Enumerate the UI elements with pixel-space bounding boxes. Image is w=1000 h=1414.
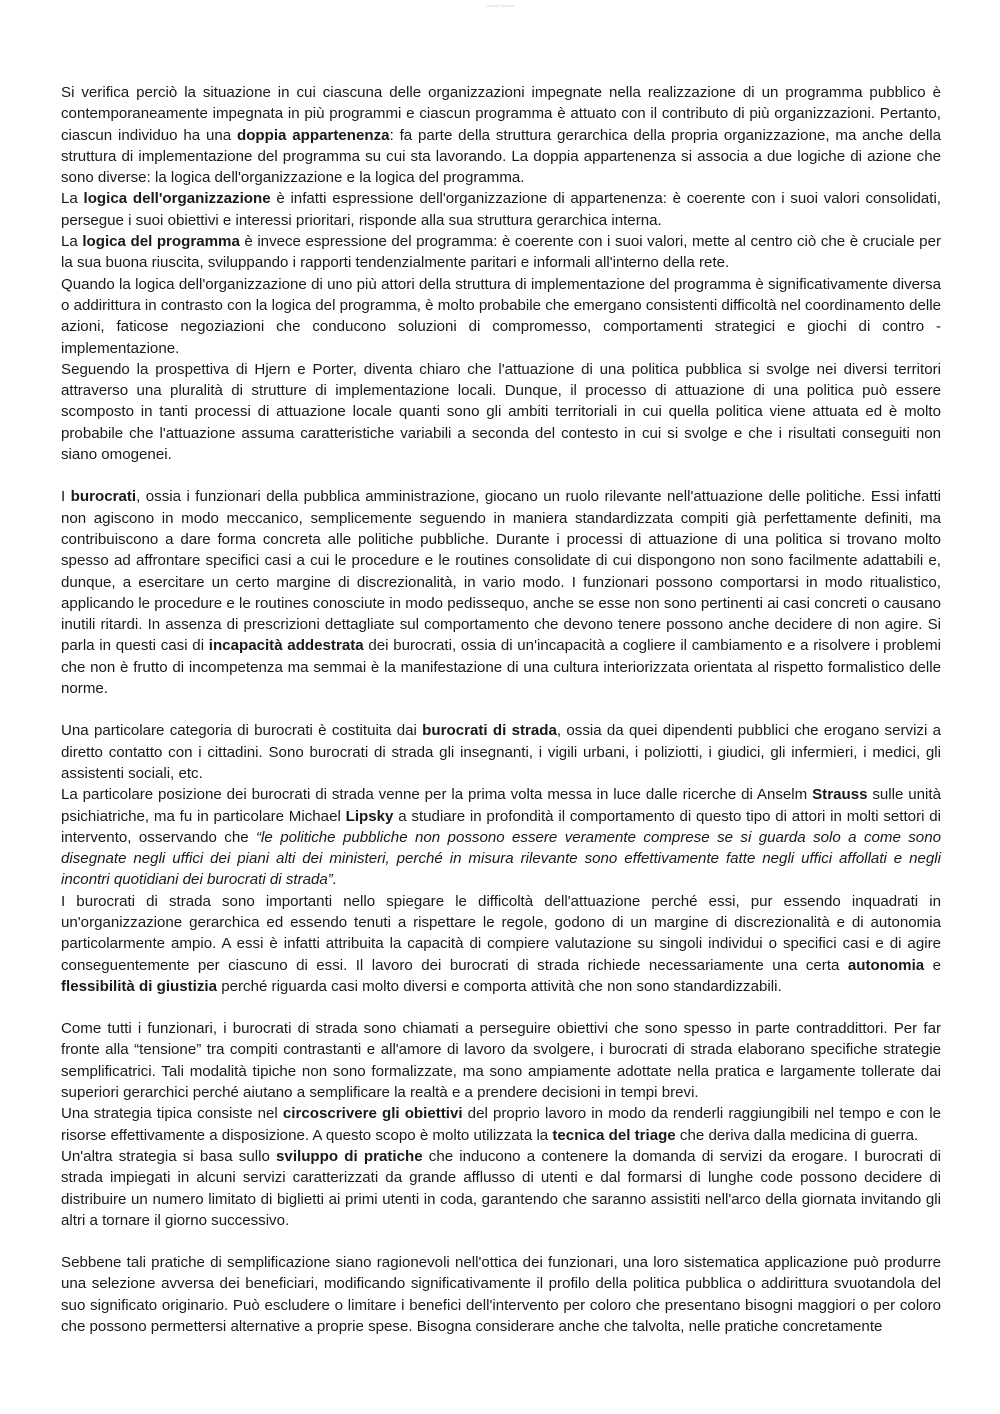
bold-term: logica del programma [82,233,240,251]
paragraph [61,1103,941,1146]
paragraph-text: Una strategia tipica consiste nel [61,1105,283,1123]
paragraph [61,784,941,890]
paragraph-text: Seguendo la prospettiva di Hjern e Porter, diventa chiaro che l'attuazione di una politica pubblica si svolge nei diversi territori attraverso una pluralità di strutture di implementazione locali. Dunque, il processo di attuazione di una politica può essere scomposto in tanti processi di attuazione locale quanti sono gli ambiti territoriali in cui quella politica viene attuata ed è molto probabile che l'attuazione assuma caratteristiche variabili a seconda del contesto in cui si svolge e che i risultati conseguiti non siano omogenei. [61,360,941,464]
paragraph [61,274,941,359]
paragraph-text: Sebbene tali pratiche di semplificazione siano ragionevoli nell'ottica dei funzionari, una loro sistematica applicazione può produrre una selezione avversa dei beneficiari, modificando significativamente il profilo della politica pubblica o addirittura svuotandola del suo significato originario. Può escludere o limitare i benefici dell'intervento per coloro che presentano bisogni maggiori o per coloro che possono permettersi alternative a proprie spese. Bisogna considerare anche che talvolta, nelle pratiche concretamente [61,1254,941,1336]
bold-term: Lipsky [345,807,394,825]
bold-term: Strauss [812,786,868,804]
paragraph-text: , ossia i funzionari della pubblica amministrazione, giocano un ruolo rilevante nell'attuazione delle politiche. Essi infatti non agiscono in modo meccanico, semplicemente seguendo in maniera standardizzata compiti già perfettamente definiti, ma contribuiscono a dare forma concreta alle politiche pubbliche. Durante i processi di attuazione di una politica si trovano molto spesso ad affrontare specifici casi a cui le procedure e le routines consolidate di cui dispongono non sono facilmente adattabili e, dunque, a esercitare un certo margine di discrezionalità, in vario modo. I funzionari possono comportarsi in modo ritualistico, applicando le procedure e le routines conosciute in modo pedissequo, anche se esse non sono pertinenti ai casi concreti o causano inutili ritardi. In assenza di prescrizioni dettagliate sul comportamento che devono tenere possono anche decidere di non agire. Si parla in questi casi di [61,488,941,655]
paragraph-text: del proprio lavoro in modo da renderli raggiungibili nel tempo e con le risorse effettivamente a disposizione. A questo scopo è molto utilizzata la [61,1105,941,1144]
bold-term: sviluppo di pratiche [276,1147,423,1165]
paragraph-text: Un'altra strategia si basa sullo [61,1147,277,1165]
header-watermark: Lorem Ipsum [485,3,515,8]
paragraph-text: è infatti espressione dell'organizzazione di appartenenza: è coerente con i suoi valori consolidati, persegue i suoi obiettivi e interessi prioritari, risponde alla sua struttura gerarchica interna. [61,190,941,229]
paragraph-text: La particolare posizione dei burocrati di strada venne per la prima volta messa in luce dalle ricerche di Anselm [61,786,813,804]
bold-term: burocrati [70,488,137,506]
paragraph-text: dei burocrati, ossia di un'incapacità a cogliere il cambiamento e a risolvere i problemi che non è frutto di incompetenza ma semmai è la manifestazione di una cultura interiorizzata orientata al rispetto formalistico delle norme. [61,637,941,698]
paragraph-text: La [61,190,84,208]
paragraph-text: e [924,956,941,974]
bold-term: doppia appartenenza [236,126,390,144]
paragraph-text: La [61,233,83,251]
paragraph-text: Quando la logica dell'organizzazione di uno più attori della struttura di implementazione del programma è significativamente diversa o addirittura in contrasto con la logica del programma, è molto probabile che emergano consistenti difficoltà nel coordinamento delle azioni, faticose negoziazioni che conducono soluzioni di compromesso, comportamenti strategici e giochi di contro - implementazione. [61,275,941,357]
paragraph [61,359,941,465]
paragraph-text: a studiare in profondità il comportamento di questo tipo di attori in molti settori di intervento, osservando che [61,807,941,846]
italic-quote: “le politiche pubbliche non possono essere veramente comprese se si guarda solo a come sono disegnate negli uffici dei piani alti dei ministeri, perché in misura rilevante sono effettivamente fatte negli uffici affollati e negli incontri quotidiani dei burocrati di strada”. [61,828,941,889]
bold-term: autonomia [847,956,925,974]
paragraph-spacer [61,465,941,486]
paragraph-text: è invece espressione del programma: è coerente con i suoi valori, mette al centro ciò che è cruciale per la sua buona riuscita, sviluppando i rapporti tendenzialmente paritari e informali all'interno della rete. [61,233,941,272]
paragraph [61,82,941,188]
bold-term: circoscrivere gli obiettivi [282,1105,463,1123]
paragraph [61,188,941,231]
paragraph [61,1252,941,1337]
paragraph [61,1146,941,1231]
bold-term: flessibilità di giustizia [61,977,218,995]
bold-term: tecnica del triage [552,1126,676,1144]
document-body [61,82,941,1337]
bold-term: burocrati di strada [422,722,557,740]
paragraph [61,891,941,997]
paragraph-spacer [61,997,941,1018]
paragraph-text: sulle unità psichiatriche, ma fu in particolare Michael [61,786,941,825]
bold-term: incapacità addestrata [208,637,364,655]
paragraph-text: , ossia da quei dipendenti pubblici che erogano servizi a diretto contatto con i cittadini. Sono burocrati di strada gli insegnanti, i vigili urbani, i poliziotti, i giudici, gli infermieri, i medici, gli assistenti sociali, etc. [61,722,942,782]
paragraph-spacer [61,1231,941,1252]
paragraph-text: Si verifica perciò la situazione in cui ciascuna delle organizzazioni impegnate nella realizzazione di un programma pubblico è contemporaneamente impegnata in più programmi e ciascun programma è attuato con il contributo di più organizzazioni. Pertanto, ciascun individuo ha una [61,84,941,144]
paragraph-text: Una particolare categoria di burocrati è costituita dai [61,722,423,740]
paragraph [61,720,941,784]
bold-term: logica dell'organizzazione [83,190,271,208]
paragraph-text: I burocrati di strada sono importanti nello spiegare le difficoltà dell'attuazione perché essi, pur essendo inquadrati in un'organizzazione gerarchica ed essendo tenuti a rispettare le regole, godono di un margine di discrezionalità e di autonomia particolarmente ampio. A essi è infatti attribuita la capacità di compiere valutazione su singoli individui o specifici casi e di agire conseguentemente per ciascuno di essi. Il lavoro dei burocrati di strada richiede necessariamente una certa [61,892,941,974]
paragraph [61,486,941,699]
paragraph-text: che inducono a contenere la domanda di servizi da erogare. I burocrati di strada impiegati in alcuni servizi caratterizzati da grande afflusso di utenti e dal formarsi di lunghe code possono decidere di distribuire un numero limitato di biglietti ai primi utenti in coda, garantendo che saranno assistiti nell'arco della giornata invitando gli altri a tornare il giorno successivo. [61,1147,941,1229]
paragraph-text: che deriva dalla medicina di guerra. [675,1126,919,1144]
paragraph [61,231,941,274]
paragraph-text: perché riguarda casi molto diversi e comporta attività che non sono standardizzabili. [217,977,782,995]
paragraph [61,1018,941,1103]
paragraph-text: : fa parte della struttura gerarchica della propria organizzazione, ma anche della struttura di implementazione del programma su cui sta lavorando. La doppia appartenenza si associa a due logiche di azione che sono diverse: la logica dell'organizzazione e la logica del programma. [61,126,941,187]
paragraph-text: Come tutti i funzionari, i burocrati di strada sono chiamati a perseguire obiettivi che sono spesso in parte contraddittori. Per far fronte alla “tensione” tra compiti contrastanti e all'amore di lavoro da svolgere, i burocrati di strada elaborano specifiche strategie semplificatrici. Tali modalità tipiche non sono formalizzate, ma sono ampiamente adottate nella pratica e largamente tollerate dai superiori gerarchici perché aiutano a semplificare la realtà e a prendere decisioni in tempi brevi. [61,1020,941,1102]
paragraph-spacer [61,699,941,720]
paragraph-text: I [61,488,71,506]
